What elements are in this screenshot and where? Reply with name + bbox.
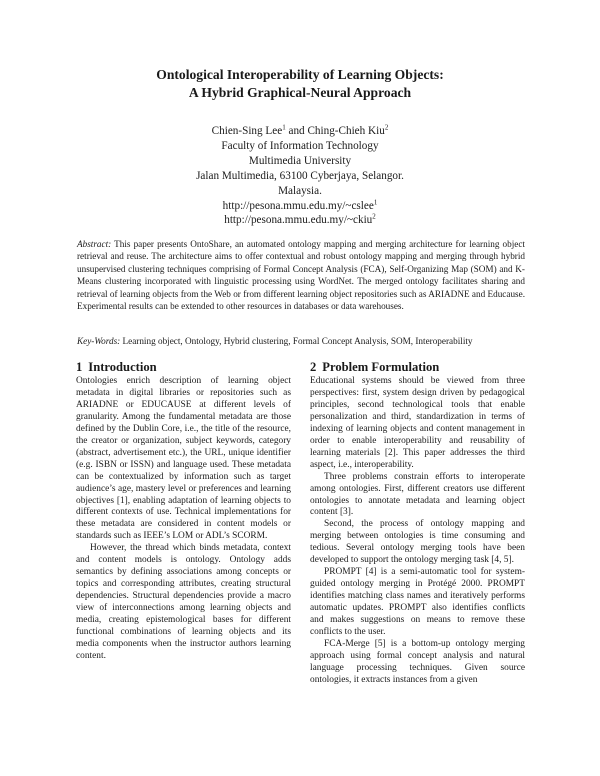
right-column bbox=[310, 359, 525, 687]
paragraph: Educational systems should be viewed from three perspectives: first, system design driven by pedagogical principles, second technological tools that enable personalization and third, standardization in terms of indexing of learning objects and content management in order to enable interoperability and reusability of learning materials [2]. This paper addresses the third aspect, i.e., interoperability. bbox=[310, 376, 525, 470]
paper-title bbox=[0, 66, 600, 102]
author-url-2-text[interactable]: http://pesona.mmu.edu.my/~ckiu bbox=[224, 214, 373, 227]
paragraph: Second, the process of ontology mapping and merging between ontologies is time consuming and tedious. Several ontology merging tools have been developed to support the ontology merging task [4, 5]. bbox=[310, 519, 525, 566]
keywords-text: Learning object, Ontology, Hybrid clustering, Formal Concept Analysis, SOM, Interoperability bbox=[122, 336, 473, 346]
section-2-title: Problem Formulation bbox=[322, 360, 440, 374]
paragraph: However, the thread which binds metadata, context and content models is ontology. Ontology adds semantics by defining associations among concepts or topics and corresponding attributes, creating structural dependencies. Structural dependencies provide a macro view of interconnections among learning objects and media, creating epistemological bases for different functional combinations of learning objects and its media components when the instructor authors learning content. bbox=[76, 543, 291, 661]
section-2-heading bbox=[310, 359, 525, 375]
author-url-1-sup: 1 bbox=[373, 197, 378, 206]
author-url-2[interactable] bbox=[0, 213, 600, 228]
author-url-1[interactable] bbox=[0, 199, 600, 214]
abstract bbox=[77, 238, 525, 312]
author-conjunction: and bbox=[285, 125, 308, 137]
author-block bbox=[0, 124, 600, 228]
abstract-label: Abstract: bbox=[77, 239, 112, 249]
abstract-text: This paper presents OntoShare, an automated ontology mapping and merging architecture for learning object retrieval and reuse. The architecture aims to offer contextual and robust ontology mapping and merging through hybrid unsupervised clustering techniques comprising of Formal Concept Analysis (FCA), Self-Organizing Map (SOM) and K-Means clustering incorporated with linguistic processing using WordNet. The merged ontology facilitates sharing and retrieval of learning objects from the Web or from different learning object repositories such as ARIADNE and Educause. Experimental results can be extended to other resources in databases or data warehouses. bbox=[77, 239, 525, 312]
left-column bbox=[76, 359, 291, 663]
paragraph: Three problems constrain efforts to interoperate among ontologies. First, different creators use different ontologies to annotate metadata and learning object content [3]. bbox=[310, 471, 525, 518]
section-1-heading bbox=[76, 359, 291, 375]
keywords bbox=[77, 335, 525, 347]
affiliation-line: Faculty of Information Technology bbox=[221, 139, 379, 152]
author-url-1-text[interactable]: http://pesona.mmu.edu.my/~cslee bbox=[222, 199, 374, 212]
affiliation-line: Malaysia. bbox=[278, 184, 322, 197]
author-url-2-sup: 2 bbox=[372, 212, 376, 221]
paragraph: FCA-Merge [5] is a bottom-up ontology merging approach using formal concept analysis and natural language processing techniques. Given source ontologies, it extracts instances from a given bbox=[310, 638, 525, 685]
affiliation-line: Multimedia University bbox=[248, 154, 352, 167]
title-line-2: A Hybrid Graphical-Neural Approach bbox=[188, 85, 412, 100]
paragraph: Ontologies enrich description of learning object metadata in digital libraries or repositories such as ARIADNE or EDUCAUSE at different levels of granularity. Among the fundamental metadata are those defined by the Dublin Core, i.e., the title of the resource, the creator or organization, subject keywords, category (abstract, advertisement etc.), the URL, unique identifier (e.g. ISBN or ISSN) and language used. These metadata can be contextualized by information such as target audience’s age, mastery level or preferences and learning objectives [1], enabling adaptation of learning objects to different contexts of use. Technical implementations for these metadata are considered in content models or standards such as IEEE’s LOM or ADL’s SCORM. bbox=[76, 376, 291, 542]
affiliation-line: Jalan Multimedia, 63100 Cyberjaya, Selangor. bbox=[196, 169, 404, 182]
author-names bbox=[0, 124, 600, 139]
author-1: Chien-Sing Lee bbox=[211, 125, 283, 137]
section-2-number: 2 bbox=[310, 360, 317, 374]
author-2: Ching-Chieh Kiu bbox=[307, 125, 385, 137]
section-1-number: 1 bbox=[76, 360, 83, 374]
author-1-sup: 1 bbox=[282, 123, 286, 132]
section-1-title: Introduction bbox=[88, 360, 157, 374]
paragraph: PROMPT [4] is a semi-automatic tool for system-guided ontology merging in Protégé 2000. PROMPT identifies matching class names and iteratively performs automatic updates. PROMPT also identifies conflicts and makes suggestions on means to remove these conflicts to the user. bbox=[310, 567, 525, 638]
author-2-sup: 2 bbox=[384, 123, 389, 132]
title-line-1: Ontological Interoperability of Learning Objects: bbox=[156, 67, 444, 82]
keywords-label: Key-Words: bbox=[77, 336, 121, 346]
